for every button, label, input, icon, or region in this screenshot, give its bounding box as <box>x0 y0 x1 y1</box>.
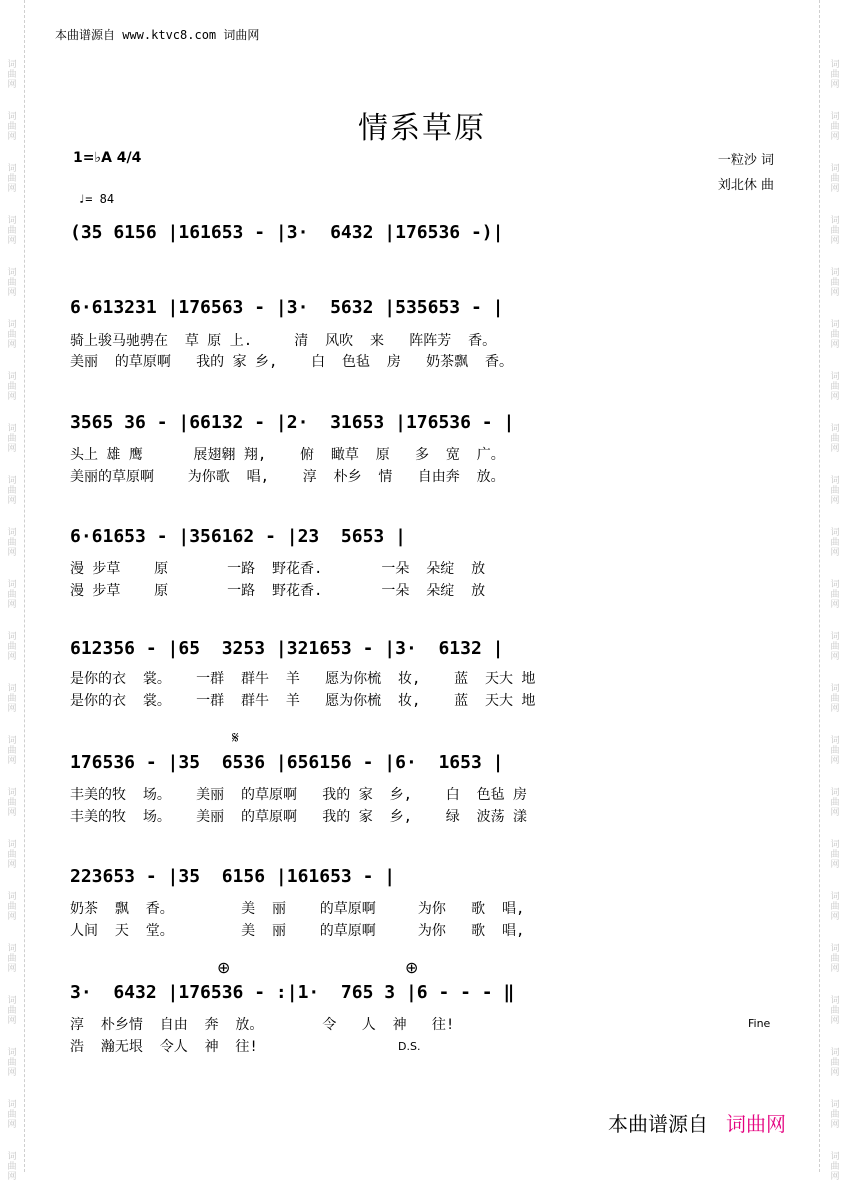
watermark-glyph: 词 曲 网 <box>7 1048 17 1078</box>
score-row-4 <box>70 526 780 552</box>
watermark-glyph: 词 曲 网 <box>830 1100 840 1130</box>
watermark-glyph: 词 曲 网 <box>7 788 17 818</box>
lyric-line: 美丽的草原啊 为你歌 唱, 淳 朴乡 情 自由奔 放。 <box>70 469 505 485</box>
coda-icon: ⊕ <box>405 958 419 977</box>
watermark-glyph: 词 曲 网 <box>830 996 840 1026</box>
watermark-glyph: 词 曲 网 <box>830 892 840 922</box>
watermark-glyph: 词 曲 网 <box>7 164 17 194</box>
score-row-2 <box>70 297 780 323</box>
watermark-glyph: 词 曲 网 <box>830 60 840 90</box>
segno-icon: 𝄋 <box>232 728 239 747</box>
watermark-glyph: 词 曲 网 <box>7 580 17 610</box>
watermark-glyph: 词 曲 网 <box>830 840 840 870</box>
watermark-glyph: 词 曲 网 <box>830 268 840 298</box>
ds-mark: D.S. <box>398 1040 421 1053</box>
watermark-glyph: 词 曲 网 <box>7 216 17 246</box>
lyric-line: 骑上骏马驰骋在 草 原 上. 清 风吹 来 阵阵芳 香。 <box>70 333 497 349</box>
watermark-glyph: 词 曲 网 <box>7 736 17 766</box>
lyric-line: 是你的衣 裳。 一群 群牛 羊 愿为你梳 妆, 蓝 天大 地 <box>70 693 536 709</box>
lyric-line: 丰美的牧 场。 美丽 的草原啊 我的 家 乡, 绿 波荡 漾 <box>70 809 528 825</box>
watermark-glyph: 词 曲 网 <box>7 944 17 974</box>
notes: 612356 - |65 3253 |321653 - |3· 6132 | <box>70 638 504 659</box>
watermark-glyph: 词 曲 网 <box>7 1152 17 1182</box>
watermark-glyph: 词 曲 网 <box>7 840 17 870</box>
lyric-line: 奶茶 飘 香。 美 丽 的草原啊 为你 歌 唱, <box>70 901 525 917</box>
source-header: 本曲谱源自 www.ktvc8.com 词曲网 <box>55 28 260 42</box>
lyric-line: 人间 天 堂。 美 丽 的草原啊 为你 歌 唱, <box>70 923 525 939</box>
watermark-glyph: 词 曲 网 <box>7 424 17 454</box>
watermark-glyph: 词 曲 网 <box>7 476 17 506</box>
notes: 3565 36 - |66132 - |2· 31653 |176536 - | <box>70 412 515 433</box>
watermark-glyph: 词 曲 网 <box>7 372 17 402</box>
score-row-7 <box>70 866 780 892</box>
notes: 176536 - |35 6536 |656156 - |6· 1653 | <box>70 752 504 773</box>
footer-site-name: 词曲网 <box>726 1112 786 1136</box>
watermark-glyph: 词 曲 网 <box>830 424 840 454</box>
watermark-glyph: 词 曲 网 <box>7 632 17 662</box>
watermark-glyph: 词 曲 网 <box>7 996 17 1026</box>
watermark-glyph: 词 曲 网 <box>830 944 840 974</box>
lyric-line: 美丽 的草原啊 我的 家 乡, 白 色毡 房 奶茶飘 香。 <box>70 354 514 370</box>
notes: (35 6156 |161653 - |3· 6432 |176536 -)| <box>70 222 504 243</box>
watermark-glyph: 词 曲 网 <box>830 1152 840 1182</box>
lyric-line: 头上 雄 鹰 展翅翱 翔, 俯 瞰草 原 多 宽 广。 <box>70 447 505 463</box>
watermark-glyph: 词 曲 网 <box>7 112 17 142</box>
score-row-8 <box>70 982 780 1008</box>
watermark-glyph: 词 曲 网 <box>7 320 17 350</box>
watermark-glyph: 词 曲 网 <box>830 632 840 662</box>
watermark-glyph: 词 曲 网 <box>830 580 840 610</box>
watermark-glyph: 词 曲 网 <box>830 112 840 142</box>
watermark-glyph: 词 曲 网 <box>830 164 840 194</box>
coda-icon: ⊕ <box>217 958 231 977</box>
watermark-glyph: 词 曲 网 <box>7 1100 17 1130</box>
composer: 刘北休 曲 <box>717 178 774 193</box>
watermark-glyph: 词 曲 网 <box>830 320 840 350</box>
key-signature: 1=♭A 4/4 <box>73 150 142 166</box>
notes: 223653 - |35 6156 |161653 - | <box>70 866 396 887</box>
watermark-glyph: 词 曲 网 <box>7 268 17 298</box>
watermark-glyph: 词 曲 网 <box>7 684 17 714</box>
score-row-3 <box>70 412 780 438</box>
lyricist: 一粒沙 词 <box>717 153 774 168</box>
watermark-glyph: 词 曲 网 <box>830 372 840 402</box>
score-row-5 <box>70 638 780 664</box>
lyric-line: 是你的衣 裳。 一群 群牛 羊 愿为你梳 妆, 蓝 天大 地 <box>70 671 536 687</box>
watermark-glyph: 词 曲 网 <box>830 788 840 818</box>
lyric-line: 漫 步草 原 一路 野花香. 一朵 朵绽 放 <box>70 583 486 599</box>
page-title: 情系草原 <box>358 111 486 146</box>
fine-mark: Fine <box>748 1017 771 1030</box>
notes: 3· 6432 |176536 - :|1· 765 3 |6 - - - ‖ <box>70 982 515 1003</box>
watermark-glyph: 词 曲 网 <box>830 528 840 558</box>
lyric-line: 淳 朴乡情 自由 奔 放。 令 人 神 往! <box>70 1017 455 1033</box>
watermark-glyph: 词 曲 网 <box>7 528 17 558</box>
lyric-line: 丰美的牧 场。 美丽 的草原啊 我的 家 乡, 白 色毡 房 <box>70 787 528 803</box>
watermark-glyph: 词 曲 网 <box>830 684 840 714</box>
watermark-glyph: 词 曲 网 <box>7 60 17 90</box>
watermark-glyph: 词 曲 网 <box>830 1048 840 1078</box>
footer-credit <box>608 1108 786 1137</box>
notes: 6·61653 - |356162 - |23 5653 | <box>70 526 406 547</box>
watermark-glyph: 词 曲 网 <box>830 476 840 506</box>
lyric-line: 浩 瀚无垠 令人 神 往! <box>70 1039 258 1055</box>
score-row-1 <box>70 222 780 248</box>
watermark-glyph: 词 曲 网 <box>830 736 840 766</box>
footer-source-text: 本曲谱源自 <box>608 1112 708 1136</box>
watermark-glyph: 词 曲 网 <box>830 216 840 246</box>
tempo-mark: ♩= 84 <box>78 192 115 206</box>
lyric-line: 漫 步草 原 一路 野花香. 一朵 朵绽 放 <box>70 561 486 577</box>
watermark-glyph: 词 曲 网 <box>7 892 17 922</box>
score-row-6 <box>70 752 780 778</box>
notes: 6·613231 |176563 - |3· 5632 |535653 - | <box>70 297 504 318</box>
